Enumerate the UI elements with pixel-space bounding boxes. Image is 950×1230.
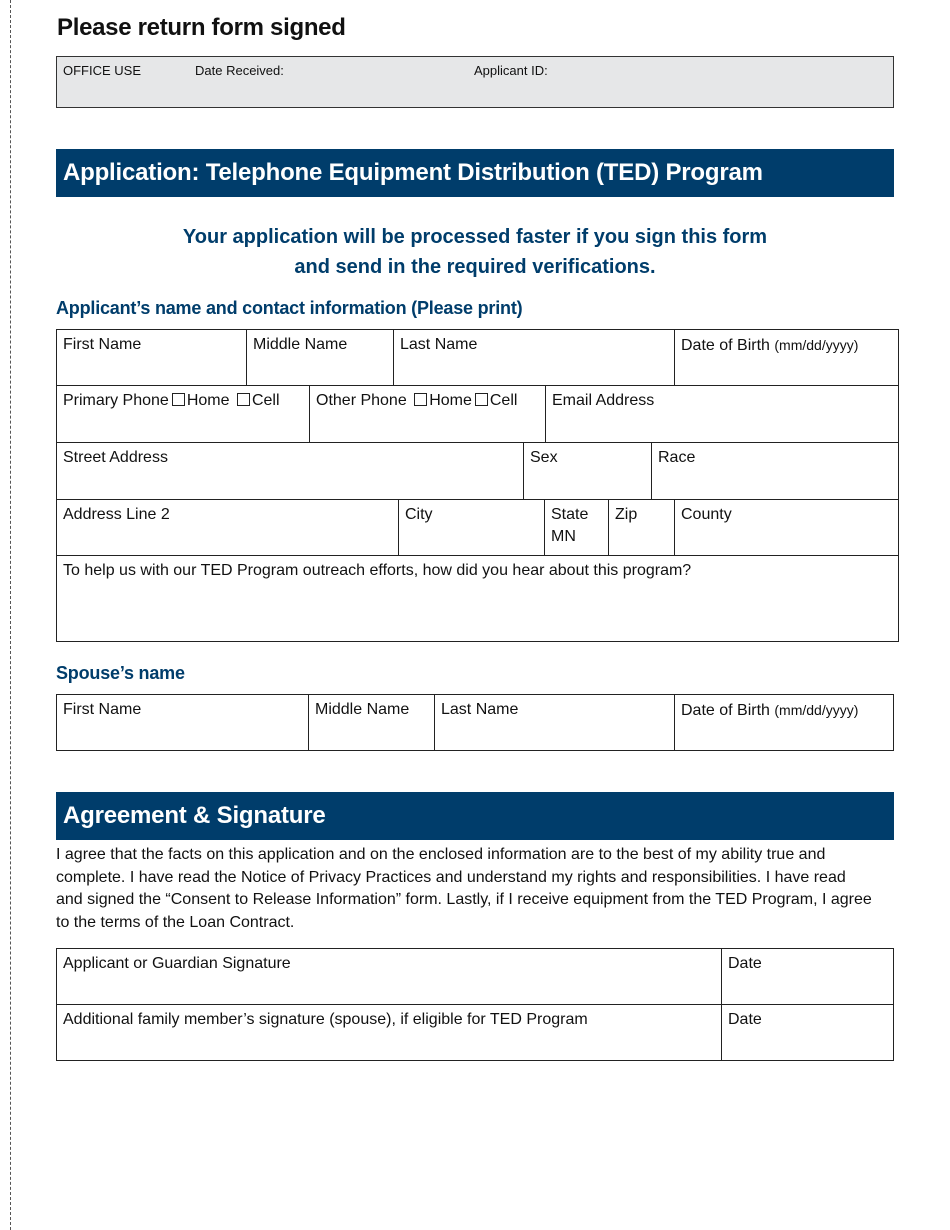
processing-notice [56, 222, 894, 282]
address-line-2-field[interactable] [56, 499, 399, 556]
spouse-dob-format-label: (mm/dd/yyyy) [774, 702, 859, 718]
other-phone-field[interactable] [309, 385, 546, 443]
spouse-last-name-field[interactable] [434, 694, 675, 751]
sex-label: Sex [530, 449, 558, 466]
applicant-signature-date-field[interactable] [721, 948, 894, 1005]
race-field[interactable] [651, 442, 899, 500]
other-cell-checkbox[interactable] [475, 393, 488, 406]
zip-label: Zip [615, 506, 638, 523]
application-banner: Application: Telephone Equipment Distribution (TED) Program [56, 149, 894, 197]
county-field[interactable] [674, 499, 899, 556]
state-value: MN [551, 528, 576, 545]
primary-home-checkbox[interactable] [172, 393, 185, 406]
state-label: State [551, 506, 589, 523]
cut-line [10, 0, 11, 1230]
primary-cell-checkbox[interactable] [237, 393, 250, 406]
dob-label: Date of Birth [681, 337, 770, 354]
city-field[interactable] [398, 499, 545, 556]
applicant-section-heading: Applicant’s name and contact information (Please print) [56, 298, 523, 318]
spouse-first-name-field[interactable] [56, 694, 309, 751]
street-address-field[interactable] [56, 442, 524, 500]
spouse-dob-field[interactable] [674, 694, 894, 751]
other-phone-label: Other Phone [316, 392, 407, 409]
family-signature-field[interactable] [56, 1004, 722, 1061]
primary-phone-label: Primary Phone [63, 392, 169, 409]
outreach-field[interactable] [56, 555, 899, 642]
family-signature-label: Additional family member’s signature (spouse), if eligible for TED Program [63, 1011, 588, 1028]
zip-field[interactable] [608, 499, 675, 556]
family-signature-date-field[interactable] [721, 1004, 894, 1061]
last-name-label: Last Name [400, 336, 478, 353]
other-home-checkbox[interactable] [414, 393, 427, 406]
applicant-first-name-field[interactable] [56, 329, 247, 386]
applicant-last-name-field[interactable] [393, 329, 675, 386]
page-title: Please return form signed [57, 14, 346, 41]
county-label: County [681, 506, 732, 523]
office-use-label: OFFICE USE [63, 63, 142, 78]
street-label: Street Address [63, 449, 168, 466]
agreement-banner: Agreement & Signature [56, 792, 894, 840]
cell-label: Cell [489, 392, 518, 409]
spouse-middle-name-label: Middle Name [315, 701, 410, 718]
sex-field[interactable] [523, 442, 652, 500]
applicant-signature-field[interactable] [56, 948, 722, 1005]
notice-line-1: Your application will be processed faster if you sign this form [182, 226, 768, 248]
email-label: Email Address [552, 392, 655, 409]
date-label: Date [728, 1011, 762, 1028]
dob-format-label: (mm/dd/yyyy) [774, 337, 859, 353]
cell-label: Cell [251, 392, 280, 409]
spouse-dob-label: Date of Birth [681, 702, 770, 719]
first-name-label: First Name [63, 336, 142, 353]
spouse-middle-name-field[interactable] [308, 694, 435, 751]
race-label: Race [658, 449, 696, 466]
email-field[interactable] [545, 385, 899, 443]
date-label: Date [728, 955, 762, 972]
applicant-middle-name-field[interactable] [246, 329, 394, 386]
applicant-dob-field[interactable] [674, 329, 899, 386]
address2-label: Address Line 2 [63, 506, 170, 523]
date-received-label: Date Received: [195, 63, 284, 78]
office-use-box [56, 56, 894, 108]
applicant-id-label: Applicant ID: [474, 63, 548, 78]
middle-name-label: Middle Name [253, 336, 348, 353]
city-label: City [405, 506, 433, 523]
state-field[interactable] [544, 499, 609, 556]
spouse-section-heading: Spouse’s name [56, 663, 185, 683]
home-label: Home [186, 392, 230, 409]
notice-line-2: and send in the required verifications. [294, 256, 656, 278]
spouse-first-name-label: First Name [63, 701, 142, 718]
primary-phone-field[interactable] [56, 385, 310, 443]
agreement-text: I agree that the facts on this application and on the enclosed information are to the best of my ability true and complete. I have read the Notice of Privacy Practices and understand my rights and responsibilities. I have read and signed the “Consent to Release Information” form. Lastly, if I receive equipment from the TED Program, I agree to the terms of the Loan Contract. [56, 846, 872, 931]
applicant-signature-label: Applicant or Guardian Signature [63, 955, 291, 972]
spouse-last-name-label: Last Name [441, 701, 519, 718]
home-label: Home [429, 392, 472, 409]
outreach-question: To help us with our TED Program outreach efforts, how did you hear about this program? [63, 562, 692, 579]
